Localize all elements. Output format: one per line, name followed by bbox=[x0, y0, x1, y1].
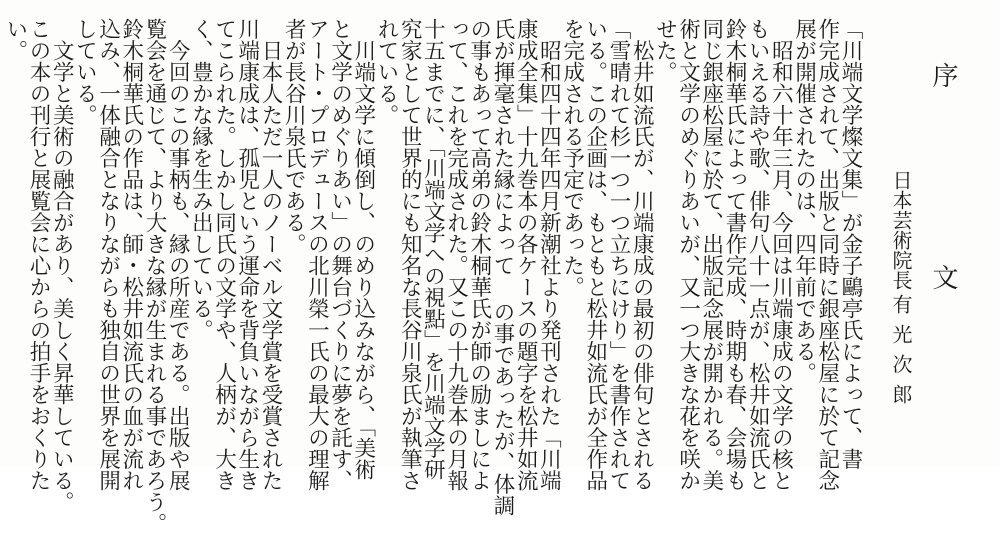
body-column: 同じ銀座松屋に於て、出版記念展が開かれる。美 bbox=[698, 18, 724, 491]
body-column: 康成全集」十九巻本の各ケースの題字を松井如流 bbox=[513, 18, 539, 491]
body-column: 作完成されて、出版と同時に銀座松屋に於て記念 bbox=[814, 18, 840, 491]
body-column: もいえる詩や歌、俳句八十一点が、松井如流氏と bbox=[745, 18, 771, 491]
body-column: 昭和四十四年四月新潮社より発刊された「川端 bbox=[536, 18, 562, 491]
body-column: い。 bbox=[2, 18, 28, 61]
body-column: 松井如流氏が、川端康成の最初の俳句とされる bbox=[629, 18, 655, 491]
body-column: している。 bbox=[72, 18, 98, 126]
body-column: この本の刊行と展覧会に心からの拍手をおくりた bbox=[26, 18, 51, 491]
title-first-char: 序 bbox=[928, 62, 958, 88]
body-column: の事もあって高弟の鈴木桐華氏が師の励ましによ bbox=[466, 18, 492, 491]
author-name: 有光次郎 bbox=[889, 294, 913, 414]
body-column: 究家として世界的にも知名な長谷川泉氏が執筆さ bbox=[397, 18, 423, 491]
body-column: 鈴木桐華氏によって書作完成、時期も春、会場も bbox=[722, 18, 747, 491]
body-column: 川端康成は、孤児という運命を背負いながら生き bbox=[234, 18, 260, 491]
body-column: れている。 bbox=[374, 18, 399, 126]
body-column: く、豊かな縁を生み出している。 bbox=[188, 18, 214, 341]
body-column: てこられた。しかし同氏の文学や、人柄が、大き bbox=[211, 18, 237, 491]
body-column: 「雪晴れて杉一つ一つ立ちにけり」を書作されて bbox=[606, 18, 631, 491]
body-column: 展が開催されたのは、四年前である。 bbox=[791, 18, 817, 384]
body-column: 術と文学のめぐりあいが、又一つ大きな花を咲か bbox=[675, 18, 701, 491]
body-column: 文学と美術の融合があり、美しく昇華している。 bbox=[49, 18, 75, 513]
body-column: 昭和六十年三月、今回は川端康成の文学の核と bbox=[768, 18, 794, 491]
body-column: せた。 bbox=[652, 18, 678, 83]
title-second-char: 文 bbox=[928, 264, 958, 290]
body-column: 今回のこの事柄も、縁の所産である。出版や展 bbox=[165, 18, 191, 491]
body-column: 込み、一体融合となりながらも独自の世界を展開 bbox=[95, 18, 121, 491]
body-column: 日本人ただ一人のノーベル文学賞を受賞された bbox=[258, 18, 283, 491]
body-column: 鈴木桐華氏の作品は、師・松井如流氏の血が流れ bbox=[118, 18, 144, 491]
body-column: 「川端文学燦文集」が金子鷗亭氏によって、書 bbox=[838, 18, 863, 470]
author-organization: 日本芸術院長 bbox=[889, 170, 913, 290]
preface-body bbox=[2, 18, 863, 534]
body-column: を完成される予定であった。 bbox=[559, 18, 585, 298]
body-column: 覧会を通じて、より大きな縁が生まれる事であろう。 bbox=[142, 18, 167, 534]
body-column: いる。この企画は、もともと松井如流氏が全作品 bbox=[582, 18, 608, 491]
body-column: 氏が揮毫された縁によって の事であったが、体調 bbox=[490, 18, 515, 516]
body-column: 十五までに、「川端文学への視點」を川端文学研 bbox=[420, 18, 446, 481]
body-column: 者が長谷川泉氏である。 bbox=[281, 18, 307, 255]
body-column: 川端文学に傾倒し、のめり込みながら、「美術 bbox=[350, 18, 376, 481]
body-column: と文学のめぐりあい」の舞台づくりに夢を託す、 bbox=[327, 18, 353, 491]
body-column: アート・プロデュースの北川榮一氏の最大の理解 bbox=[304, 18, 330, 491]
body-column: って、これを完成された。又この十九巻本の月報 bbox=[443, 18, 469, 491]
